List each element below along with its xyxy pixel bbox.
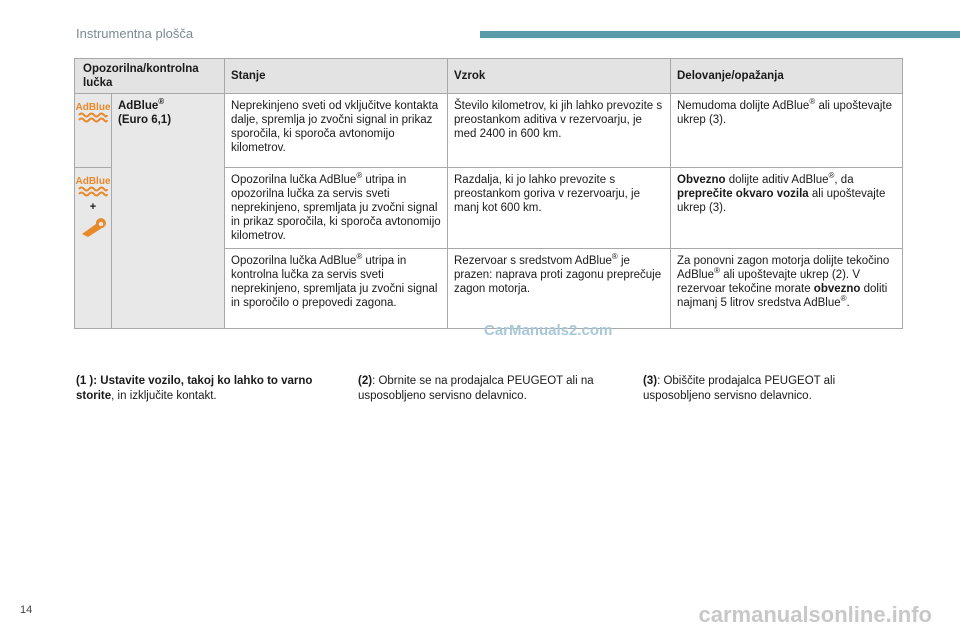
registered-mark: ® [611,252,618,262]
note-number: (1 ) [76,375,94,387]
table-row [75,94,903,168]
header-cell-state: Stanje [225,59,448,94]
registered-mark: ® [356,252,363,262]
action-text: ali upoštevajte ukrep (3). [677,100,892,126]
state-cell [225,249,448,329]
action-bold: Obvezno [677,174,726,186]
action-bold: obvezno [813,283,861,295]
lamp-name-cell [112,94,225,329]
registered-mark: ® [828,171,835,181]
cause-cell [448,249,671,329]
action-cell [671,249,903,329]
state-cell: Neprekinjeno sveti od vključitve kontakta dalje, spremlja jo zvočni signal in prikaz sporočila, ki sporoča avtonomijo kilometrov. [225,94,448,168]
icon-cell [75,168,112,329]
note-number: (2) [358,375,373,387]
action-cell [671,94,903,168]
table-header-row [75,59,903,94]
warning-lights-table [74,58,903,329]
action-text: dolijte aditiv AdBlue [725,174,829,186]
note-1: (1 ): Ustavite vozilo, takoj ko lahko to varno storite, in izključite kontakt. [76,375,313,402]
state-text: Opozorilna lučka AdBlue [231,174,357,186]
icon-cell [75,94,112,168]
action-bold: preprečite okvaro vozila [677,188,809,200]
note-number: (3) [643,375,658,387]
header-cell-cause: Vzrok [448,59,671,94]
cause-cell: Število kilometrov, ki jih lahko prevozite s preostankom aditiva v rezervoarju, je med 2400 in 600 km. [448,94,671,168]
svg-text:AdBlue: AdBlue [75,176,111,187]
header-cell-lamp: Opozorilna/kontrolna lučka [75,59,225,94]
action-text: Za ponovni zagon motorja dolijte tekočino AdBlue [677,255,890,281]
note-3 [643,374,903,404]
registered-mark: ® [714,266,720,276]
state-text: utripa in kontrolna lučka za servis sveti neprekinjeno, spremljata ju zvočni signal in sporočilo o prepovedi zagona. [231,255,438,309]
action-cell [671,168,903,249]
svg-text:AdBlue: AdBlue [75,102,111,113]
registered-mark: ® [158,97,165,107]
adblue-icon [75,174,111,198]
registered-mark: ® [356,171,363,181]
action-text: doliti najmanj 5 litrov sredstva AdBlue [677,283,888,309]
header-accent-bar [480,31,960,38]
action-text: ali upoštevajte ukrep (3). [677,188,886,214]
action-text: , da [834,174,854,186]
cause-cell: Razdalja, ki jo lahko prevozite s preostankom goriva v rezervoarju, je manj kot 600 km. [448,168,671,249]
registered-mark: ® [809,97,816,107]
state-cell [225,168,448,249]
lamp-name: AdBlue [118,100,159,112]
watermark: CarManuals2.com [484,322,613,339]
cause-text: Rezervoar s sredstvom AdBlue [454,255,612,267]
page-section-title: Instrumentna plošča [76,26,194,41]
note-text: : Obrnite se na prodajalca PEUGEOT ali na usposobljeno servisno delavnico. [358,375,594,402]
page-number: 14 [20,604,33,616]
note-bold: Ustavite vozilo, takoj ko lahko to varno storite [76,375,313,402]
plus-sign: + [89,201,97,213]
state-text: utripa in opozorilna lučka za servis sveti neprekinjeno, spremljata ju zvočni signal in prikaz sporočila, ki sporoča avtonomijo kilometrov. [231,174,441,242]
action-text: . [846,297,850,309]
note-2 [358,374,628,404]
state-text: Opozorilna lučka AdBlue [231,255,357,267]
note-text: : Obiščite prodajalca PEUGEOT ali usposobljeno servisno delavnico. [643,375,836,402]
action-text: Nemudoma dolijte AdBlue [677,100,810,112]
registered-mark: ® [840,294,847,304]
action-text: ali upoštevajte ukrep (2). V rezervoar tekočine morate [677,269,860,295]
wrench-icon [78,218,108,238]
lamp-norm: (Euro 6,1) [118,114,172,126]
header-cell-action: Delovanje/opažanja [671,59,903,94]
adblue-icon [75,100,111,124]
footer-watermark: carmanualsonline.info [698,602,932,627]
note-text: , in izključite kontakt. [111,390,217,402]
cause-text: je prazen: naprava proti zagonu preprečuje zagon motorja. [454,255,662,295]
